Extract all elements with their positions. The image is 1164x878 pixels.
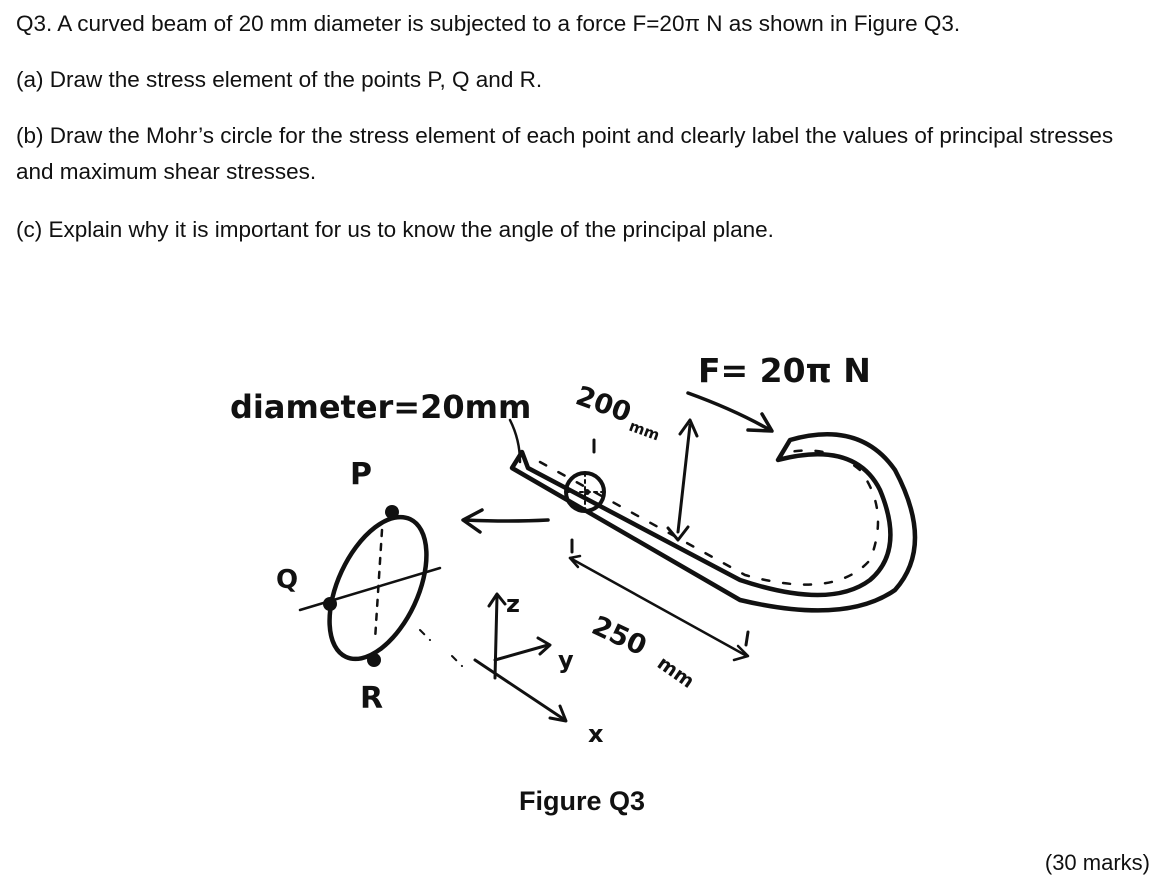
- force-label: F= 20π N: [698, 351, 871, 390]
- axis-z-line: [495, 596, 497, 678]
- dim-250-unit: mm: [653, 652, 699, 693]
- axis-x-line: [475, 660, 565, 720]
- beam-outer-outline: [512, 434, 915, 610]
- question-part-a: (a) Draw the stress element of the points P, Q and R.: [16, 67, 543, 92]
- point-p-dot: [385, 505, 399, 519]
- question-part-c: (c) Explain why it is important for us to know the angle of the principal plane.: [16, 217, 774, 242]
- dim-200-value: 200: [571, 380, 636, 429]
- figure-caption: Figure Q3: [518, 786, 646, 816]
- point-q-dot: [323, 597, 337, 611]
- dim-250-value: 250: [587, 610, 652, 663]
- dim-200-line: [678, 425, 690, 532]
- diameter-label: diameter=20mm: [230, 388, 532, 426]
- figure-q3-drawing: [0, 300, 1164, 780]
- question-part-b: (b) Draw the Mohr’s circle for the stress element of each point and clearly label the values of principal stresses and maximum shear stresses.: [16, 123, 1114, 184]
- section-to-circle-arrow: [465, 520, 548, 521]
- marks-label: (30 marks): [1044, 850, 1150, 875]
- axis-z-label: z: [506, 590, 520, 618]
- dim-200-unit: mm: [626, 416, 663, 445]
- force-arrow: [688, 393, 770, 430]
- point-p-label: P: [350, 457, 372, 492]
- point-r-label: R: [360, 681, 384, 716]
- axis-y-label: y: [558, 646, 574, 674]
- question-title: Q3. A curved beam of 20 mm diameter is subjected to a force F=20π N as shown in Figure Q3.: [16, 11, 961, 36]
- axis-x-label: x: [588, 720, 604, 748]
- point-r-dot: [367, 653, 381, 667]
- point-q-label: Q: [276, 565, 299, 595]
